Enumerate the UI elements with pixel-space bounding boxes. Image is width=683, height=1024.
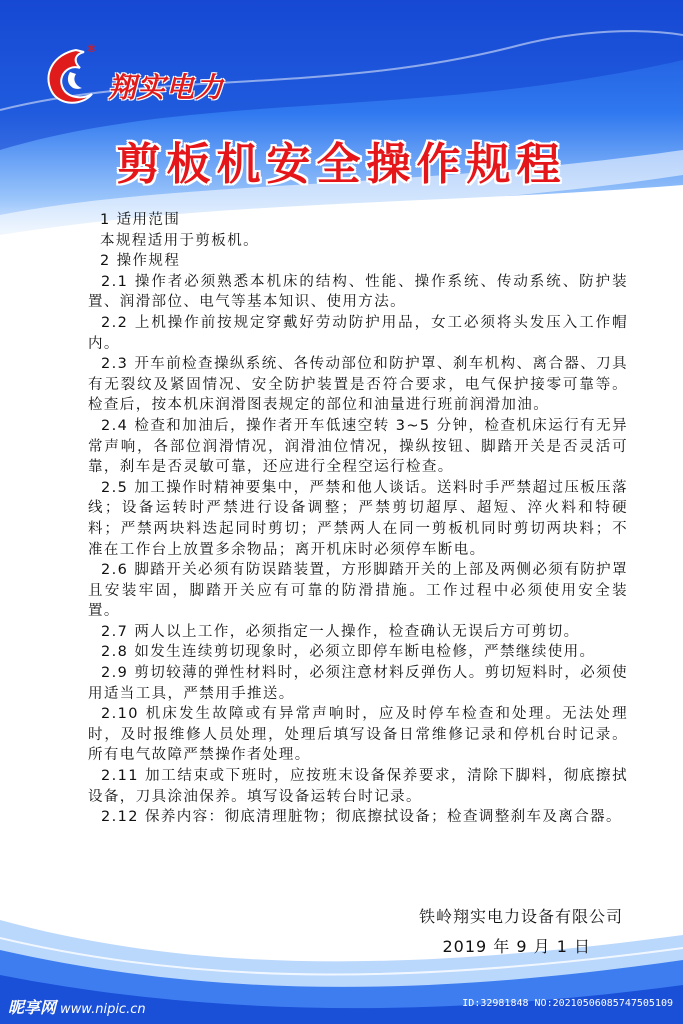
watermark-site (8, 995, 146, 1018)
company-name: 铁岭翔实电力设备有限公司 (418, 907, 623, 926)
clause-2-7: 2.7 两人以上工作，必须指定一人操作，检查确认无误后方可剪切。 (101, 623, 580, 640)
section-heading-procedure: 2 操作规程 (100, 253, 181, 270)
regulation-body (88, 210, 628, 828)
scope-text: 本规程适用于剪板机。 (100, 232, 259, 249)
registered-mark: ® (86, 42, 97, 55)
watermark-site-name: 昵享网 (8, 998, 57, 1017)
watermark-id: ID:32981848 NO:20210506085747505109 (462, 998, 673, 1009)
page-title: 剪板机安全操作规程 (116, 139, 567, 190)
brand-name: 翔实电力 (108, 71, 225, 104)
watermark-url: www.nipic.cn (60, 1002, 146, 1017)
clause-2-8: 2.8 如发生连续剪切现象时，必须立即停车断电检修，严禁继续使用。 (101, 644, 596, 661)
clause-2-9: 2.9 剪切较薄的弹性材料时，必须注意材料反弹伤人。剪切短料时，必须使用适当工具，严禁用手推送。 (88, 665, 628, 702)
section-heading-scope: 1 适用范围 (100, 212, 181, 228)
clause-2-11: 2.11 加工结束或下班时，应按班末设备保养要求，清除下脚料，彻底擦拭设备，刀具涂油保养。填写设备运转台时记录。 (88, 768, 628, 805)
clause-2-10: 2.10 机床发生故障或有异常声响时，应及时停车检查和处理。无法处理时，及时报维修人员处理，处理后填写设备日常维修记录和停机台时记录。所有电气故障严禁操作者处理。 (88, 706, 628, 764)
clause-2-6: 2.6 脚踏开关必须有防误踏装置，方形脚踏开关的上部及两侧必须有防护罩且安装牢固，脚踏开关应有可靠的防滑措施。工作过程中必须使用安全装置。 (88, 562, 628, 620)
clause-2-3: 2.3 开车前检查操纵系统、各传动部位和防护罩、刹车机构、离合器、刀具有无裂纹及紧固情况、安全防护装置是否符合要求，电气保护接零可靠等。检查后，按本机床润滑图表规定的部位和油量进行班前润滑加油。 (88, 356, 628, 414)
clause-2-5: 2.5 加工操作时精神要集中，严禁和他人谈话。送料时手严禁超过压板压落线；设备运转时严禁进行设备调整；严禁剪切超厚、超短、淬火料和特硬料；严禁两块料迭起同时剪切；严禁两人在同一剪板机同时剪切两块料；不准在工作台上放置多余物品；离开机床时必须停车断电。 (88, 479, 628, 558)
issue-date: 2019 年 9 月 1 日 (442, 937, 591, 956)
clause-2-4: 2.4 检查和加油后，操作者开车低速空转 3~5 分钟，检查机床运行有无异常声响，各部位润滑情况，润滑油位情况，操纵按钮、脚踏开关是否灵活可靠，刹车是否灵敏可靠，还应进行全程空运行检查。 (88, 417, 628, 476)
clause-2-1: 2.1 操作者必须熟悉本机床的结构、性能、操作系统、传动系统、防护装置、润滑部位、电气等基本知识、使用方法。 (88, 273, 628, 311)
clause-2-2: 2.2 上机操作前按规定穿戴好劳动防护用品，女工必须将头发压入工作帽内。 (88, 314, 628, 352)
clause-2-12: 2.12 保养内容：彻底清理脏物；彻底擦拭设备；检查调整刹车及离合器。 (101, 809, 622, 826)
